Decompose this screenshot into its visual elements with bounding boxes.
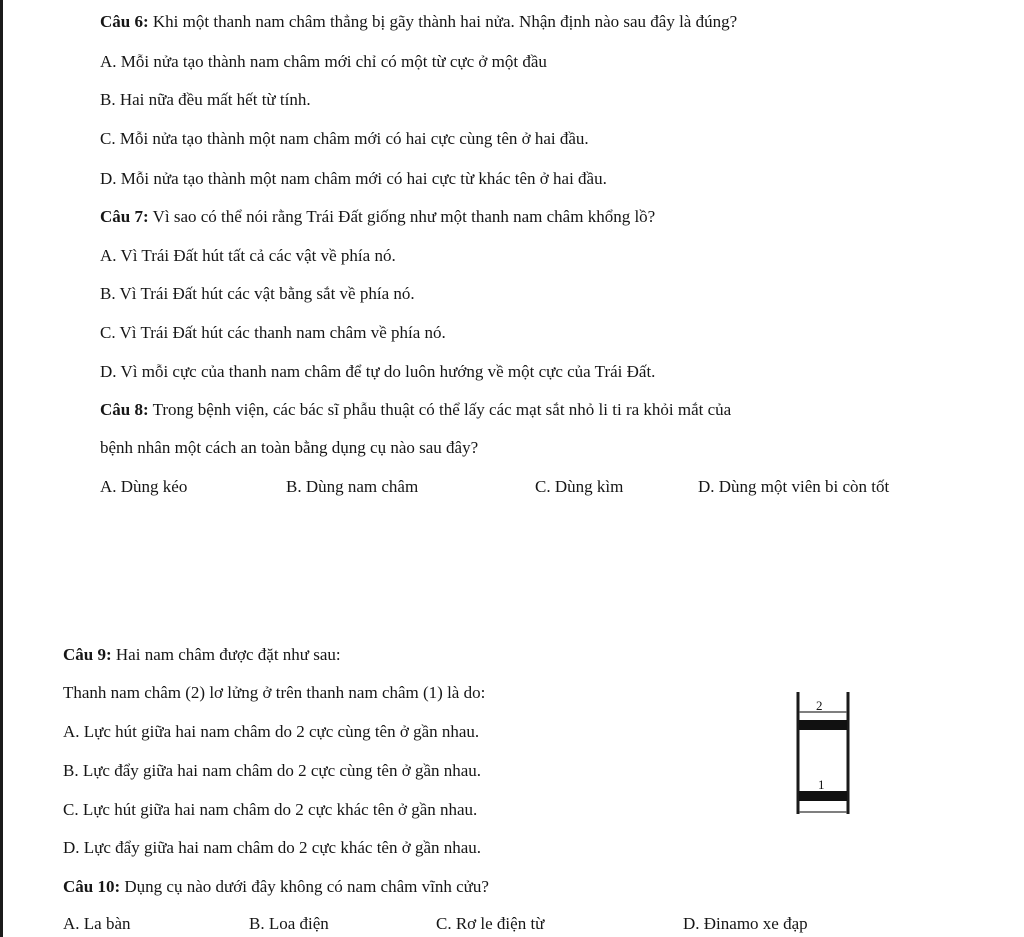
- q6-stem: [100, 12, 737, 32]
- q6-option-a[interactable]: A. Mỗi nửa tạo thành nam châm mới chỉ có một từ cực ở một đầu: [100, 52, 547, 71]
- q8-option-b[interactable]: B. Dùng nam châm: [286, 477, 419, 496]
- q6-option-c[interactable]: C. Mỗi nửa tạo thành một nam châm mới có hai cực cùng tên ở hai đầu.: [100, 129, 589, 148]
- q10-option-b[interactable]: B. Loa điện: [249, 914, 329, 933]
- q10-option-a[interactable]: A. La bàn: [63, 914, 131, 933]
- q9-label: Câu 9:: [63, 645, 112, 664]
- q9-stem: [63, 645, 341, 665]
- q8-option-a[interactable]: A. Dùng kéo: [100, 477, 188, 496]
- q6-text: Khi một thanh nam châm thẳng bị gãy thành hai nửa. Nhận định nào sau đây là đúng?: [148, 12, 738, 31]
- magnet-1-label: 1: [818, 777, 825, 792]
- q8-label: Câu 8:: [100, 400, 149, 419]
- q10-stem: [63, 877, 489, 897]
- magnet-2-bar: [799, 720, 847, 730]
- page-left-edge: [0, 0, 3, 937]
- q9-text: Hai nam châm được đặt như sau:: [111, 645, 341, 664]
- q9-option-a[interactable]: A. Lực hút giữa hai nam châm do 2 cực cùng tên ở gần nhau.: [63, 722, 480, 741]
- q7-stem: [100, 207, 655, 227]
- q7-option-a[interactable]: A. Vì Trái Đất hút tất cả các vật về phía nó.: [100, 246, 396, 265]
- q10-text: Dụng cụ nào dưới đây không có nam châm vĩnh cửu?: [120, 877, 489, 896]
- magnet-2-label: 2: [816, 698, 823, 713]
- q7-text: Vì sao có thể nói rằng Trái Đất giống như một thanh nam châm khổng lồ?: [148, 207, 656, 226]
- magnet-1-bar: [799, 791, 847, 801]
- q6-label: Câu 6:: [100, 12, 149, 31]
- magnets-figure: [788, 684, 858, 824]
- q9-option-d[interactable]: D. Lực đẩy giữa hai nam châm do 2 cực khác tên ở gần nhau.: [63, 838, 482, 857]
- q7-label: Câu 7:: [100, 207, 149, 226]
- q6-option-d[interactable]: D. Mỗi nửa tạo thành một nam châm mới có hai cực từ khác tên ở hai đầu.: [100, 169, 607, 188]
- q8-option-d[interactable]: D. Dùng một viên bi còn tốt: [698, 477, 890, 496]
- q10-option-d[interactable]: D. Đinamo xe đạp: [683, 914, 808, 933]
- q9-option-b[interactable]: B. Lực đẩy giữa hai nam châm do 2 cực cùng tên ở gần nhau.: [63, 761, 482, 780]
- q8-option-c[interactable]: C. Dùng kìm: [535, 477, 624, 496]
- q9-question-line: Thanh nam châm (2) lơ lửng ở trên thanh nam châm (1) là do:: [63, 683, 486, 702]
- q10-option-c[interactable]: C. Rơ le điện từ: [436, 914, 545, 933]
- q9-option-c[interactable]: C. Lực hút giữa hai nam châm do 2 cực khác tên ở gần nhau.: [63, 800, 478, 819]
- q10-label: Câu 10:: [63, 877, 121, 896]
- q7-option-c[interactable]: C. Vì Trái Đất hút các thanh nam châm về phía nó.: [100, 323, 446, 342]
- q7-option-b[interactable]: B. Vì Trái Đất hút các vật bằng sắt về phía nó.: [100, 284, 415, 303]
- q8-text-line1: Trong bệnh viện, các bác sĩ phẫu thuật có thể lấy các mạt sắt nhỏ li ti ra khỏi mắt của: [148, 400, 732, 419]
- q8-stem: [100, 400, 731, 420]
- q6-option-b[interactable]: B. Hai nữa đều mất hết từ tính.: [100, 90, 311, 109]
- q7-option-d[interactable]: D. Vì mỗi cực của thanh nam châm để tự do luôn hướng về một cực của Trái Đất.: [100, 362, 656, 381]
- q8-text-line2: bệnh nhân một cách an toàn bằng dụng cụ nào sau đây?: [100, 438, 479, 457]
